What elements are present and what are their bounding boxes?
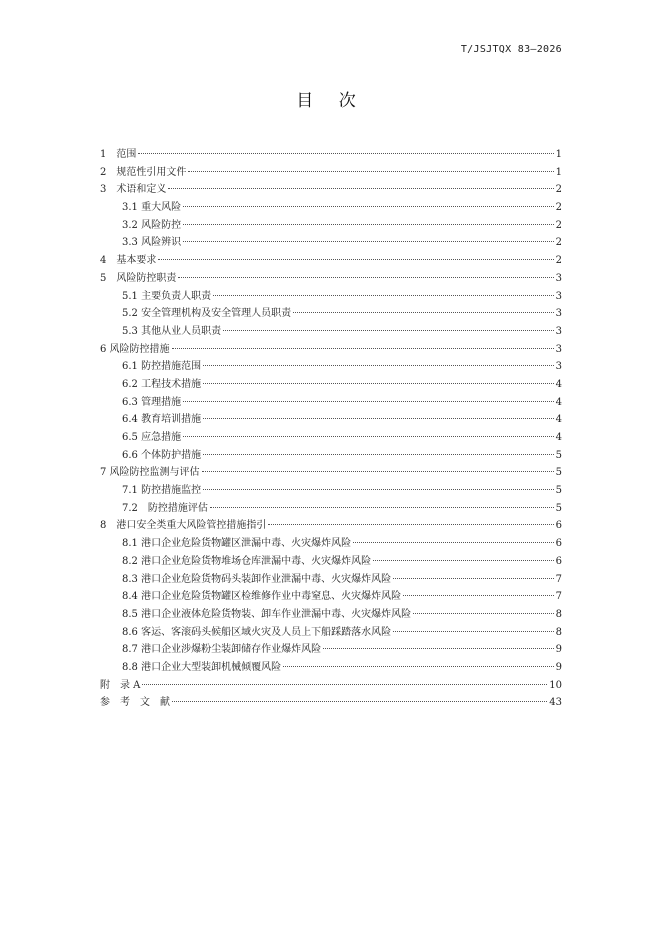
toc-entry-label: 6.4 教育培训措施 — [122, 414, 202, 426]
toc-entry-label: 8.6 客运、客滚码头候船区域火灾及人员上下船踩踏落水风险 — [122, 626, 392, 638]
toc-entry-page: 2 — [555, 184, 562, 196]
toc-entry-page: 7 — [555, 573, 562, 585]
toc-entry-label: 3.3 风险辨识 — [122, 237, 182, 249]
toc-entry[interactable] — [100, 323, 562, 341]
toc-entry-label: 8.3 港口企业危险货物码头装卸作业泄漏中毒、火灾爆炸风险 — [122, 573, 392, 585]
toc-entry[interactable] — [100, 535, 562, 553]
toc-entry-label: 附 录 A — [100, 679, 141, 691]
toc-entry[interactable] — [100, 181, 562, 199]
toc-entry-page: 8 — [555, 608, 562, 620]
document-code: T/JSJTQX 83—2026 — [460, 44, 562, 55]
toc-entry[interactable] — [100, 553, 562, 571]
toc-entry-label: 3.2 风险防控 — [122, 219, 182, 231]
toc-entry[interactable] — [100, 588, 562, 606]
table-of-contents — [100, 146, 562, 712]
toc-entry-page: 2 — [555, 219, 562, 231]
toc-entry[interactable] — [100, 464, 562, 482]
toc-entry-page: 3 — [555, 361, 562, 373]
toc-entry[interactable] — [100, 305, 562, 323]
toc-leader-dots — [213, 295, 554, 296]
toc-leader-dots — [210, 507, 554, 508]
toc-entry-page: 2 — [555, 202, 562, 214]
toc-entry-label: 5.2 安全管理机构及安全管理人员职责 — [122, 308, 292, 320]
toc-entry-page: 4 — [555, 378, 562, 390]
toc-leader-dots — [178, 277, 553, 278]
toc-entry-label: 7.2 防控措施评估 — [122, 502, 208, 514]
toc-entry[interactable] — [100, 358, 562, 376]
toc-entry-page: 4 — [555, 396, 562, 408]
toc-leader-dots — [223, 330, 554, 331]
toc-entry-label: 5.1 主要负责人职责 — [122, 290, 212, 302]
toc-entry-label: 3.1 重大风险 — [122, 202, 182, 214]
toc-entry-label: 8.2 港口企业危险货物堆场仓库泄漏中毒、火灾爆炸风险 — [122, 555, 372, 567]
toc-entry[interactable] — [100, 624, 562, 642]
toc-entry-label: 6.5 应急措施 — [122, 432, 182, 443]
toc-leader-dots — [183, 401, 554, 402]
toc-entry[interactable] — [100, 571, 562, 589]
toc-entry-label: 8.5 港口企业液体危险货物装、卸车作业泄漏中毒、火灾爆炸风险 — [122, 608, 412, 620]
toc-entry-page: 1 — [555, 166, 562, 178]
toc-leader-dots — [393, 578, 554, 579]
toc-entry-label: 8.1 港口企业危险货物罐区泄漏中毒、火灾爆炸风险 — [122, 538, 352, 550]
toc-entry[interactable] — [100, 517, 562, 535]
toc-leader-dots — [403, 595, 554, 596]
toc-entry[interactable] — [100, 234, 562, 252]
toc-entry-label: 3 术语和定义 — [100, 184, 167, 196]
toc-entry-page: 9 — [555, 644, 562, 656]
toc-entry-label: 7.1 防控措施监控 — [122, 485, 202, 497]
toc-entry-label: 5 风险防控职责 — [100, 272, 177, 284]
toc-entry[interactable] — [100, 394, 562, 412]
toc-entry-page: 9 — [555, 661, 562, 673]
toc-entry[interactable] — [100, 164, 562, 182]
toc-entry-page: 6 — [555, 555, 562, 567]
toc-entry-page: 2 — [555, 237, 562, 249]
toc-entry-label: 8 港口安全类重大风险管控措施指引 — [100, 520, 267, 532]
toc-entry-page: 5 — [555, 485, 562, 497]
toc-leader-dots — [183, 241, 554, 242]
toc-leader-dots — [203, 383, 554, 384]
toc-entry-page: 3 — [555, 343, 562, 355]
toc-entry-page: 6 — [555, 538, 562, 550]
toc-entry-page: 4 — [555, 414, 562, 426]
toc-entry[interactable] — [100, 411, 562, 429]
toc-entry-label: 8.7 港口企业涉爆粉尘装卸储存作业爆炸风险 — [122, 644, 322, 656]
toc-entry-label: 1 范围 — [100, 149, 137, 160]
toc-entry[interactable] — [100, 447, 562, 465]
toc-entry[interactable] — [100, 376, 562, 394]
toc-entry-label: 4 基本要求 — [100, 255, 157, 267]
toc-entry[interactable] — [100, 288, 562, 306]
toc-leader-dots — [203, 418, 554, 419]
toc-entry-page: 3 — [555, 308, 562, 320]
toc-entry[interactable] — [100, 694, 562, 712]
toc-entry[interactable] — [100, 341, 562, 359]
toc-leader-dots — [172, 701, 547, 702]
toc-leader-dots — [188, 171, 553, 172]
toc-entry-page: 4 — [555, 432, 562, 443]
toc-entry-page: 7 — [555, 591, 562, 603]
toc-leader-dots — [183, 224, 554, 225]
toc-entry-page: 8 — [555, 626, 562, 638]
toc-leader-dots — [168, 188, 553, 189]
toc-leader-dots — [293, 312, 554, 313]
toc-entry-label: 6 风险防控措施 — [100, 343, 170, 355]
toc-leader-dots — [172, 348, 554, 349]
toc-entry[interactable] — [100, 482, 562, 500]
toc-entry-page: 5 — [555, 467, 562, 479]
toc-entry[interactable] — [100, 606, 562, 624]
toc-entry[interactable] — [100, 146, 562, 164]
toc-entry-label: 6.6 个体防护措施 — [122, 449, 202, 461]
toc-leader-dots — [158, 259, 553, 260]
toc-entry-label: 参 考 文 献 — [100, 697, 170, 709]
toc-entry-page: 43 — [549, 697, 562, 709]
toc-leader-dots — [183, 436, 554, 437]
page-title: 目 次 — [296, 91, 366, 111]
toc-entry-page: 1 — [555, 149, 562, 160]
toc-entry-label: 6.1 防控措施范围 — [122, 361, 202, 373]
toc-entry[interactable] — [100, 641, 562, 659]
toc-entry-label: 5.3 其他从业人员职责 — [122, 325, 222, 337]
toc-leader-dots — [183, 206, 554, 207]
toc-entry-page: 2 — [555, 255, 562, 267]
toc-entry-label: 8.8 港口企业大型装卸机械倾覆风险 — [122, 661, 282, 673]
toc-entry-page: 5 — [555, 502, 562, 514]
toc-leader-dots — [203, 454, 554, 455]
toc-leader-dots — [283, 666, 554, 667]
toc-leader-dots — [323, 648, 554, 649]
toc-entry[interactable] — [100, 270, 562, 288]
toc-entry-label: 7 风险防控监测与评估 — [100, 467, 200, 479]
toc-entry-label: 6.2 工程技术措施 — [122, 378, 202, 390]
toc-leader-dots — [203, 365, 554, 366]
toc-entry-page: 3 — [555, 325, 562, 337]
toc-entry[interactable] — [100, 429, 562, 447]
toc-leader-dots — [413, 613, 554, 614]
toc-entry-page: 5 — [555, 449, 562, 461]
toc-leader-dots — [393, 631, 554, 632]
toc-entry-page: 3 — [555, 290, 562, 302]
toc-entry[interactable] — [100, 217, 562, 235]
toc-leader-dots — [353, 542, 554, 543]
toc-leader-dots — [373, 560, 554, 561]
toc-entry[interactable] — [100, 252, 562, 270]
toc-entry[interactable] — [100, 500, 562, 518]
toc-entry-label: 8.4 港口企业危险货物罐区检维修作业中毒窒息、火灾爆炸风险 — [122, 591, 402, 603]
toc-leader-dots — [142, 684, 547, 685]
toc-entry-page: 10 — [549, 679, 562, 691]
toc-leader-dots — [138, 153, 553, 154]
toc-leader-dots — [268, 524, 553, 525]
toc-leader-dots — [202, 471, 554, 472]
toc-entry-page: 3 — [555, 272, 562, 284]
toc-entry[interactable] — [100, 659, 562, 677]
toc-entry[interactable] — [100, 199, 562, 217]
toc-entry-label: 6.3 管理措施 — [122, 396, 182, 408]
toc-entry-label: 2 规范性引用文件 — [100, 166, 187, 178]
toc-entry[interactable] — [100, 677, 562, 695]
toc-leader-dots — [203, 489, 554, 490]
toc-entry-page: 6 — [555, 520, 562, 532]
